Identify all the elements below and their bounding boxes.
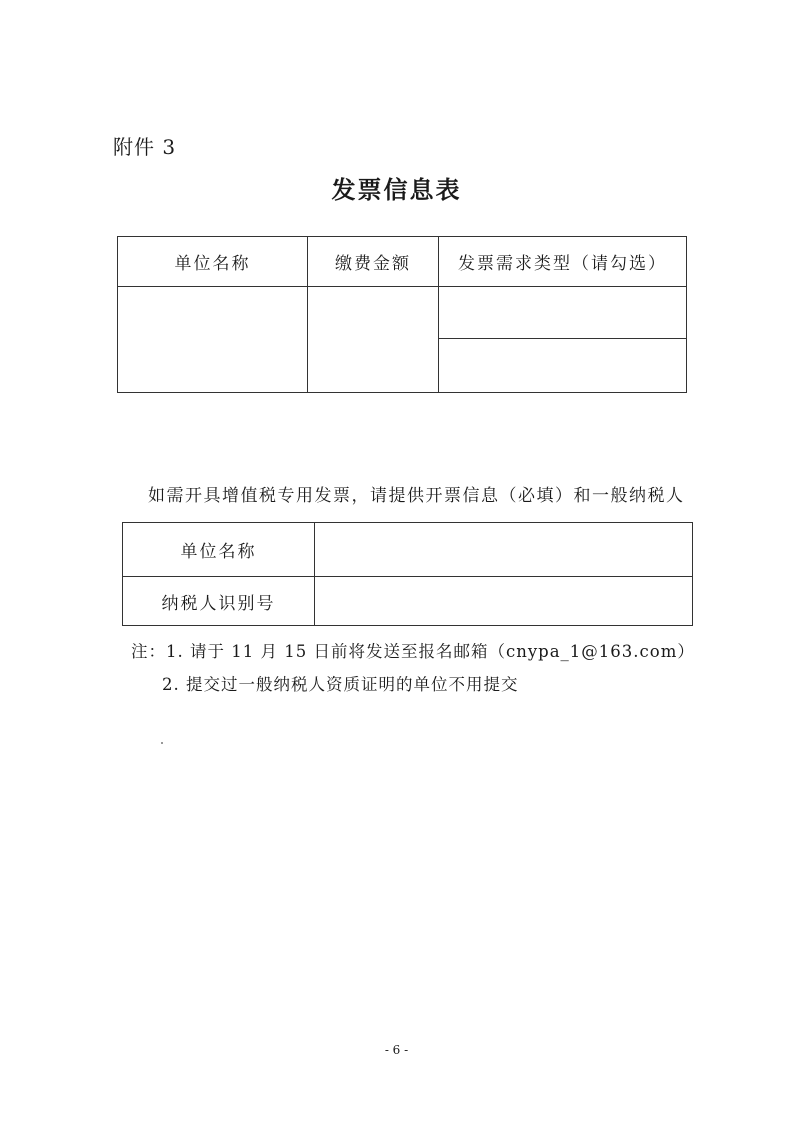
note-1: 注：1. 请于 11 月 15 日前将发送至报名邮箱（cnypa_1@163.com） (131, 642, 695, 661)
scan-speck (161, 742, 163, 744)
unit-name-value-cell[interactable] (315, 523, 693, 577)
invoice-type-option-cell[interactable] (439, 339, 687, 393)
page-title: 发票信息表 (331, 175, 462, 204)
invoice-info-table (117, 236, 687, 393)
table-header-row (118, 237, 687, 287)
row-label-taxpayer-id: 纳税人识别号 (123, 577, 315, 626)
table-row (123, 577, 693, 626)
payment-amount-cell[interactable] (308, 287, 439, 393)
invoice-type-option-cell[interactable] (439, 287, 687, 339)
taxpayer-id-value-cell[interactable] (315, 577, 693, 626)
header-unit-name: 单位名称 (118, 237, 308, 287)
header-payment-amount: 缴费金额 (308, 237, 439, 287)
unit-name-cell[interactable] (118, 287, 308, 393)
table-row (118, 287, 687, 339)
header-invoice-type: 发票需求类型（请勾选） (439, 237, 687, 287)
table-row (123, 523, 693, 577)
intro-text: 如需开具增值税专用发票，请提供开票信息（必填）和一般纳税人 (148, 486, 685, 506)
row-label-unit-name: 单位名称 (123, 523, 315, 577)
attachment-label: 附件 3 (113, 135, 177, 159)
note-2: 2. 提交过一般纳税人资质证明的单位不用提交 (162, 675, 519, 694)
taxpayer-info-table (122, 522, 693, 626)
page-number: - 6 - (384, 1043, 409, 1057)
